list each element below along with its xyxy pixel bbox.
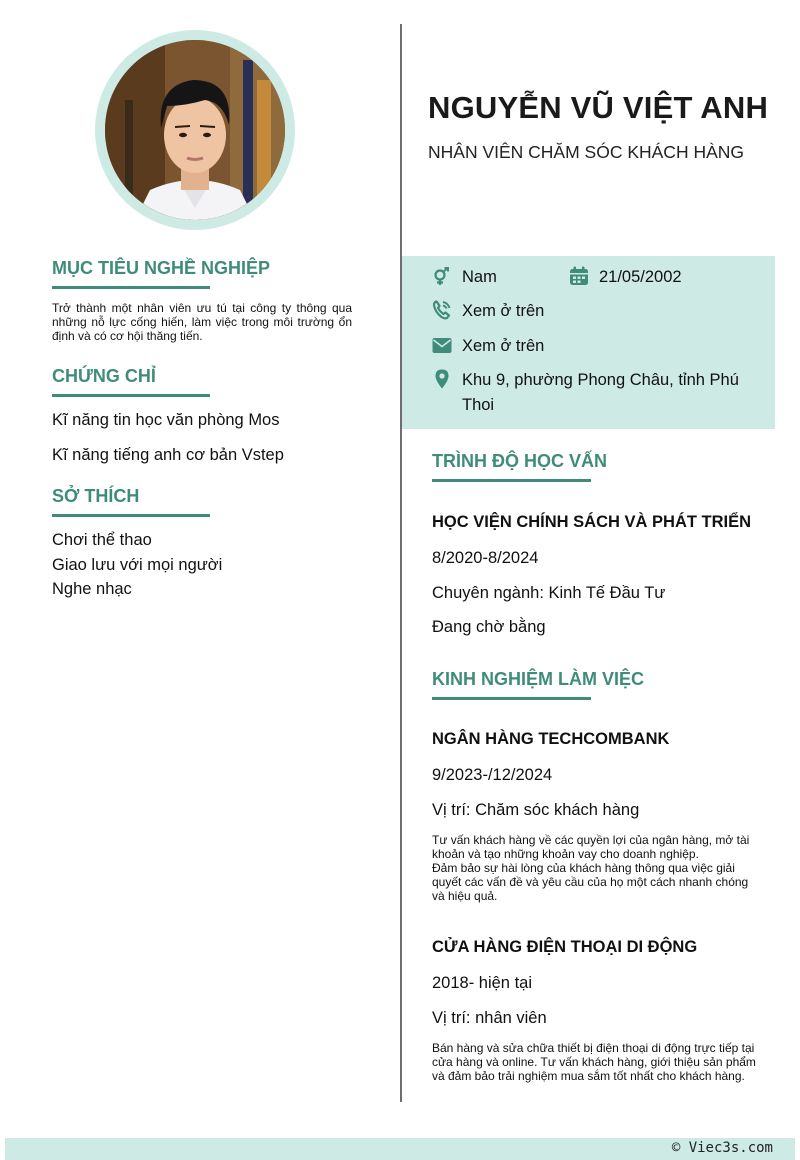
section-underline	[52, 394, 210, 397]
education-major: Chuyên ngành: Kinh Tế Đầu Tư	[432, 584, 666, 602]
job-period: 9/2023-/12/2024	[432, 766, 553, 784]
contact-panel	[402, 256, 775, 429]
hobby-item: Nghe nhạc	[52, 580, 132, 598]
certificates-title: CHỨNG CHỈ	[52, 366, 156, 386]
hobby-item: Chơi thể thao	[52, 531, 152, 549]
footer-watermark: © Viec3s.com	[671, 1140, 773, 1156]
certificates-section	[52, 366, 352, 397]
phone-icon	[432, 300, 452, 320]
education-section	[432, 451, 762, 482]
job-company: NGÂN HÀNG TECHCOMBANK	[432, 730, 670, 748]
job-position: Vị trí: Chăm sóc khách hàng	[432, 801, 640, 819]
calendar-icon	[569, 266, 589, 286]
career-objective-text: Trở thành một nhân viên ưu tú tại công ty thông qua những nỗ lực cống hiến, làm việc trong môi trường ổn định và có cơ hội thăng tiến.	[52, 301, 352, 343]
section-underline	[52, 514, 210, 517]
phone-value: Xem ở trên	[462, 302, 545, 320]
certificate-item: Kĩ năng tin học văn phòng Mos	[52, 411, 280, 429]
career-objective-section	[52, 258, 352, 289]
career-objective-title: MỤC TIÊU NGHỀ NGHIỆP	[52, 258, 271, 278]
job-description	[432, 833, 757, 903]
gender-icon	[432, 267, 452, 287]
column-divider	[400, 24, 402, 1102]
avatar-frame	[95, 30, 295, 230]
birthday-value: 21/05/2002	[599, 268, 682, 286]
job-period: 2018- hiện tại	[432, 974, 532, 992]
email-icon	[432, 336, 452, 356]
footer-bar	[5, 1138, 795, 1160]
email-value: Xem ở trên	[462, 337, 545, 355]
school-name: HỌC VIỆN CHÍNH SÁCH VÀ PHÁT TRIỂN	[432, 513, 752, 531]
education-period: 8/2020-8/2024	[432, 549, 539, 567]
experience-section	[432, 669, 762, 700]
job-description: Bán hàng và sửa chữa thiết bị điện thoại di động trực tiếp tại cửa hàng và online. Tư vấn khách hàng, giới thiệu sản phẩm và đảm bảo trải nghiệm mua sắm tốt nhất cho khách hàng.	[432, 1041, 756, 1083]
education-status: Đang chờ bằng	[432, 618, 546, 636]
education-title: TRÌNH ĐỘ HỌC VẤN	[432, 451, 607, 471]
certificate-item: Kĩ năng tiếng anh cơ bản Vstep	[52, 446, 284, 464]
hobby-item: Giao lưu với mọi người	[52, 556, 223, 574]
experience-title: KINH NGHIỆM LÀM VIỆC	[432, 669, 645, 689]
job-title: NHÂN VIÊN CHĂM SÓC KHÁCH HÀNG	[428, 142, 745, 162]
hobbies-title: SỞ THÍCH	[52, 486, 140, 506]
section-underline	[52, 286, 210, 289]
hobbies-section	[52, 486, 352, 517]
gender-value: Nam	[462, 268, 497, 286]
job-description-line: Tư vấn khách hàng về các quyền lợi của ngân hàng, mở tài khoản và tạo những khoản vay cho doanh nghiệp.	[432, 833, 750, 861]
location-pin-icon	[432, 369, 452, 389]
candidate-name: NGUYỄN VŨ VIỆT ANH	[428, 90, 769, 125]
section-underline	[432, 697, 591, 700]
section-underline	[432, 479, 591, 482]
avatar	[105, 40, 285, 220]
job-company: CỬA HÀNG ĐIỆN THOẠI DI ĐỘNG	[432, 938, 698, 956]
job-description-line: Đảm bảo sự hài lòng của khách hàng thông qua việc giải quyết các vấn đề và yêu cầu của họ một cách nhanh chóng và hiệu quả.	[432, 861, 749, 903]
address-value: Khu 9, phường Phong Châu, tỉnh Phú Thoi	[462, 371, 739, 414]
job-position: Vị trí: nhân viên	[432, 1009, 547, 1027]
